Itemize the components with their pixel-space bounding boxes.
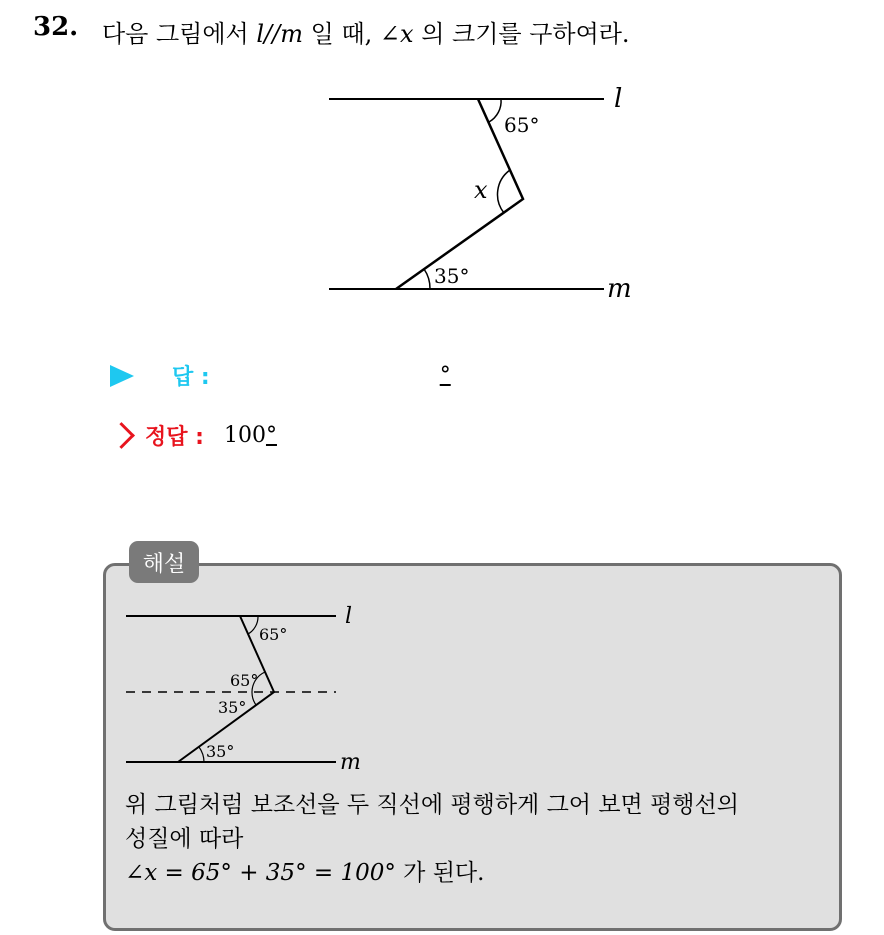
explanation-text: [125, 788, 835, 890]
outline-play-icon: [108, 422, 135, 449]
exp-label-line-m: m: [340, 750, 361, 775]
exp-arc-mid-lower: [252, 692, 256, 705]
exp-label-line-l: l: [345, 604, 353, 629]
correct-answer-row: [110, 420, 277, 451]
label-angle-x: x: [474, 176, 488, 204]
explanation-figure: [0, 590, 884, 780]
question-angle: ∠x: [379, 20, 414, 48]
label-line-m: m: [607, 274, 632, 304]
correct-answer-unit: °: [265, 423, 277, 448]
explanation-line-2: 성질에 따라: [125, 826, 244, 852]
correct-answer-value: 100: [223, 423, 266, 448]
label-angle-bottom: 35°: [434, 264, 470, 288]
correct-answer-label: 정답 :: [145, 425, 204, 450]
explanation-line-3-suffix: 가 된다.: [395, 860, 485, 886]
question-text-before: 다음 그림에서: [102, 20, 249, 48]
question-figure: [0, 0, 884, 330]
exp-label-angle-mid-upper: 65°: [230, 671, 259, 690]
arc-top: [489, 99, 501, 122]
exp-label-angle-bottom: 35°: [206, 742, 235, 761]
explanation-line-1: 위 그림처럼 보조선을 두 직선에 평행하게 그어 보면 평행선의: [125, 792, 739, 818]
explanation-equation: ∠x = 65° + 35° = 100°: [125, 860, 396, 886]
exp-label-angle-top: 65°: [259, 625, 288, 644]
arc-middle: [498, 170, 510, 213]
question-text-after: 의 크기를 구하여라.: [421, 20, 630, 48]
question-text-mid: 일 때,: [310, 20, 373, 48]
arc-bottom: [424, 269, 430, 289]
exp-arc-bottom: [199, 747, 204, 762]
explanation-line-3: [125, 856, 835, 890]
question-parallel: l//m: [256, 20, 303, 48]
answer-unit: °: [439, 363, 451, 388]
exp-label-angle-mid-lower: 35°: [218, 698, 247, 717]
label-angle-top: 65°: [504, 113, 540, 137]
label-line-l: l: [614, 84, 623, 114]
question-number: 32.: [33, 12, 79, 42]
explanation-tag: 해설: [129, 541, 199, 583]
exp-arc-top: [248, 616, 258, 634]
answer-label: 답 :: [172, 365, 210, 390]
answer-row: [110, 360, 451, 391]
play-icon: [110, 365, 134, 387]
